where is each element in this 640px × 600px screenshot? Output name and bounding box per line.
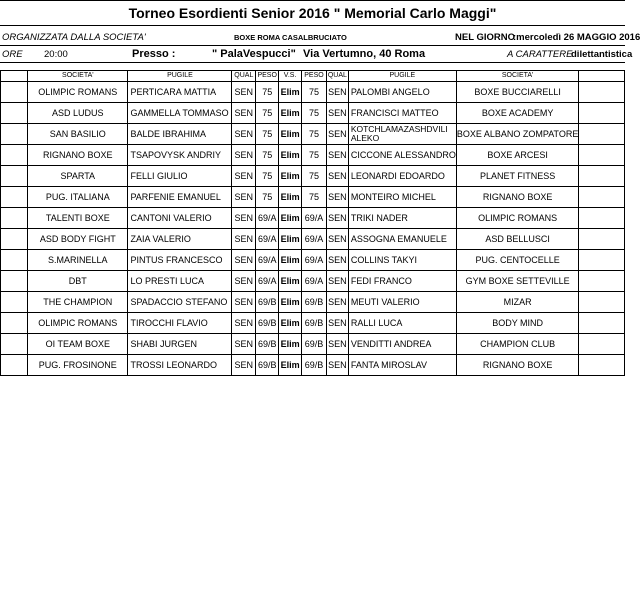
qual-right: SEN xyxy=(326,334,348,355)
weight-left: 75 xyxy=(256,166,279,187)
boxer-left: PINTUS FRANCESCO xyxy=(128,250,232,271)
qual-right: SEN xyxy=(326,208,348,229)
boxer-right: MEUTI VALERIO xyxy=(348,292,456,313)
time-label: ORE xyxy=(2,49,23,60)
table-row xyxy=(1,334,625,355)
club-right: ASD BELLUSCI xyxy=(456,229,579,250)
club-left: RIGNANO BOXE xyxy=(28,145,128,166)
club-left: SAN BASILIO xyxy=(28,124,128,145)
weight-right: 75 xyxy=(302,166,327,187)
boxer-right: FRANCISCI MATTEO xyxy=(348,103,456,124)
club-right: MIZAR xyxy=(456,292,579,313)
day-label: NEL GIORNO xyxy=(455,32,515,43)
boxer-left: TROSSI LEONARDO xyxy=(128,355,232,376)
boxer-left: CANTONI VALERIO xyxy=(128,208,232,229)
table-row xyxy=(1,292,625,313)
qual-right: SEN xyxy=(326,187,348,208)
club-right: OLIMPIC ROMANS xyxy=(456,208,579,229)
page-title: Torneo Esordienti Senior 2016 " Memorial Carlo Maggi" xyxy=(0,0,625,26)
club-left: SPARTA xyxy=(28,166,128,187)
qual-left: SEN xyxy=(232,229,256,250)
weight-right: 69/A xyxy=(302,271,327,292)
boxer-right: ASSOGNA EMANUELE xyxy=(348,229,456,250)
qual-right: SEN xyxy=(326,355,348,376)
weight-right: 69/B xyxy=(302,313,327,334)
qual-right: SEN xyxy=(326,250,348,271)
boxer-right: LEONARDI EDOARDO xyxy=(348,166,456,187)
club-right: BOXE BUCCIARELLI xyxy=(456,82,579,103)
weight-left: 69/B xyxy=(256,355,279,376)
vs-result: Elim xyxy=(279,145,302,166)
weight-right: 75 xyxy=(302,103,327,124)
boxer-right: KOTCHLAMAZASHDVILI ALEKO xyxy=(348,124,456,145)
vs-result: Elim xyxy=(279,166,302,187)
qual-right: SEN xyxy=(326,124,348,145)
qual-right: SEN xyxy=(326,292,348,313)
weight-right: 69/B xyxy=(302,355,327,376)
table-row xyxy=(1,82,625,103)
boxer-left: FELLI GIULIO xyxy=(128,166,232,187)
boxer-right: TRIKI NADER xyxy=(348,208,456,229)
table-row xyxy=(1,250,625,271)
weight-left: 69/A xyxy=(256,229,279,250)
qual-left: SEN xyxy=(232,103,256,124)
boxer-right: VENDITTI ANDREA xyxy=(348,334,456,355)
weight-right: 75 xyxy=(302,145,327,166)
boxer-right: FEDI FRANCO xyxy=(348,271,456,292)
boxer-right: COLLINS TAKYI xyxy=(348,250,456,271)
qual-left: SEN xyxy=(232,124,256,145)
boxer-left: TSAPOVYSK ANDRIY xyxy=(128,145,232,166)
venue-name: " PalaVespucci" xyxy=(212,48,296,60)
club-right: CHAMPION CLUB xyxy=(456,334,579,355)
club-left: OLIMPIC ROMANS xyxy=(28,313,128,334)
boxer-right: PALOMBI ANGELO xyxy=(348,82,456,103)
weight-left: 69/B xyxy=(256,292,279,313)
col-societa-right: SOCIETA' xyxy=(456,71,579,82)
weight-left: 75 xyxy=(256,82,279,103)
weight-right: 75 xyxy=(302,82,327,103)
col-peso-right: PESO xyxy=(302,71,327,82)
qual-left: SEN xyxy=(232,271,256,292)
club-right: RIGNANO BOXE xyxy=(456,355,579,376)
venue-label: Presso : xyxy=(132,48,176,60)
table-row xyxy=(1,229,625,250)
qual-right: SEN xyxy=(326,82,348,103)
bouts-table xyxy=(0,70,625,376)
qual-right: SEN xyxy=(326,166,348,187)
boxer-right: FANTA MIROSLAV xyxy=(348,355,456,376)
weight-right: 69/A xyxy=(302,250,327,271)
club-right: BOXE ARCESI xyxy=(456,145,579,166)
club-left: ASD BODY FIGHT xyxy=(28,229,128,250)
venue-address: Via Vertumno, 40 Roma xyxy=(303,48,426,60)
weight-right: 69/A xyxy=(302,229,327,250)
vs-result: Elim xyxy=(279,271,302,292)
weight-left: 75 xyxy=(256,187,279,208)
organizer-name: BOXE ROMA CASALBRUCIATO xyxy=(234,33,347,42)
club-right: PUG. CENTOCELLE xyxy=(456,250,579,271)
event-date: :mercoledì 26 MAGGIO 2016 xyxy=(513,32,640,43)
club-right: BOXE ALBANO ZOMPATORE xyxy=(456,124,579,145)
club-right: BOXE ACADEMY xyxy=(456,103,579,124)
weight-right: 75 xyxy=(302,187,327,208)
qual-left: SEN xyxy=(232,145,256,166)
vs-result: Elim xyxy=(279,82,302,103)
club-right: RIGNANO BOXE xyxy=(456,187,579,208)
organized-label: ORGANIZZATA DALLA SOCIETA' xyxy=(2,32,146,43)
vs-result: Elim xyxy=(279,334,302,355)
weight-right: 69/B xyxy=(302,334,327,355)
col-pugile-left: PUGILE xyxy=(128,71,232,82)
qual-left: SEN xyxy=(232,82,256,103)
table-header-row xyxy=(1,71,625,82)
boxer-left: GAMMELLA TOMMASO xyxy=(128,103,232,124)
club-right: GYM BOXE SETTEVILLE xyxy=(456,271,579,292)
weight-left: 69/B xyxy=(256,334,279,355)
qual-right: SEN xyxy=(326,145,348,166)
table-row xyxy=(1,124,625,145)
boxer-left: BALDE IBRAHIMA xyxy=(128,124,232,145)
col-qual-right: QUAL xyxy=(326,71,348,82)
table-row xyxy=(1,355,625,376)
club-right: BODY MIND xyxy=(456,313,579,334)
vs-result: Elim xyxy=(279,103,302,124)
vs-result: Elim xyxy=(279,292,302,313)
table-row xyxy=(1,208,625,229)
club-left: PUG. FROSINONE xyxy=(28,355,128,376)
qual-right: SEN xyxy=(326,229,348,250)
boxer-right: MONTEIRO MICHEL xyxy=(348,187,456,208)
vs-result: Elim xyxy=(279,124,302,145)
col-vs: V.S. xyxy=(279,71,302,82)
character-label: A CARATTERE xyxy=(507,49,573,60)
col-peso-left: PESO xyxy=(256,71,279,82)
weight-right: 75 xyxy=(302,124,327,145)
weight-left: 69/A xyxy=(256,271,279,292)
vs-result: Elim xyxy=(279,187,302,208)
col-societa-left: SOCIETA' xyxy=(28,71,128,82)
event-time: 20:00 xyxy=(44,49,68,60)
club-left: DBT xyxy=(28,271,128,292)
weight-left: 69/A xyxy=(256,250,279,271)
event-character: dilettantistica xyxy=(571,49,633,60)
boxer-right: CICCONE ALESSANDRO xyxy=(348,145,456,166)
club-right: PLANET FITNESS xyxy=(456,166,579,187)
col-pugile-right: PUGILE xyxy=(348,71,456,82)
qual-right: SEN xyxy=(326,271,348,292)
vs-result: Elim xyxy=(279,355,302,376)
vs-result: Elim xyxy=(279,208,302,229)
vs-result: Elim xyxy=(279,313,302,334)
boxer-left: ZAIA VALERIO xyxy=(128,229,232,250)
table-row xyxy=(1,313,625,334)
club-left: PUG. ITALIANA xyxy=(28,187,128,208)
club-left: TALENTI BOXE xyxy=(28,208,128,229)
table-row xyxy=(1,187,625,208)
qual-left: SEN xyxy=(232,187,256,208)
qual-left: SEN xyxy=(232,355,256,376)
club-left: OLIMPIC ROMANS xyxy=(28,82,128,103)
weight-left: 69/B xyxy=(256,313,279,334)
qual-left: SEN xyxy=(232,166,256,187)
table-row xyxy=(1,166,625,187)
weight-left: 75 xyxy=(256,145,279,166)
weight-left: 75 xyxy=(256,103,279,124)
weight-right: 69/B xyxy=(302,292,327,313)
table-row xyxy=(1,103,625,124)
weight-right: 69/A xyxy=(302,208,327,229)
qual-left: SEN xyxy=(232,313,256,334)
club-left: ASD LUDUS xyxy=(28,103,128,124)
table-row xyxy=(1,145,625,166)
club-left: S.MARINELLA xyxy=(28,250,128,271)
boxer-left: PERTICARA MATTIA xyxy=(128,82,232,103)
boxer-right: RALLI LUCA xyxy=(348,313,456,334)
boxer-left: SPADACCIO STEFANO xyxy=(128,292,232,313)
club-left: THE CHAMPION xyxy=(28,292,128,313)
qual-left: SEN xyxy=(232,334,256,355)
vs-result: Elim xyxy=(279,229,302,250)
qual-left: SEN xyxy=(232,250,256,271)
boxer-left: SHABI JURGEN xyxy=(128,334,232,355)
qual-left: SEN xyxy=(232,292,256,313)
vs-result: Elim xyxy=(279,250,302,271)
club-left: OI TEAM BOXE xyxy=(28,334,128,355)
col-qual-left: QUAL xyxy=(232,71,256,82)
weight-left: 75 xyxy=(256,124,279,145)
qual-right: SEN xyxy=(326,313,348,334)
boxer-left: LO PRESTI LUCA xyxy=(128,271,232,292)
qual-right: SEN xyxy=(326,103,348,124)
table-row xyxy=(1,271,625,292)
weight-left: 69/A xyxy=(256,208,279,229)
boxer-left: PARFENIE EMANUEL xyxy=(128,187,232,208)
qual-left: SEN xyxy=(232,208,256,229)
boxer-left: TIROCCHI FLAVIO xyxy=(128,313,232,334)
